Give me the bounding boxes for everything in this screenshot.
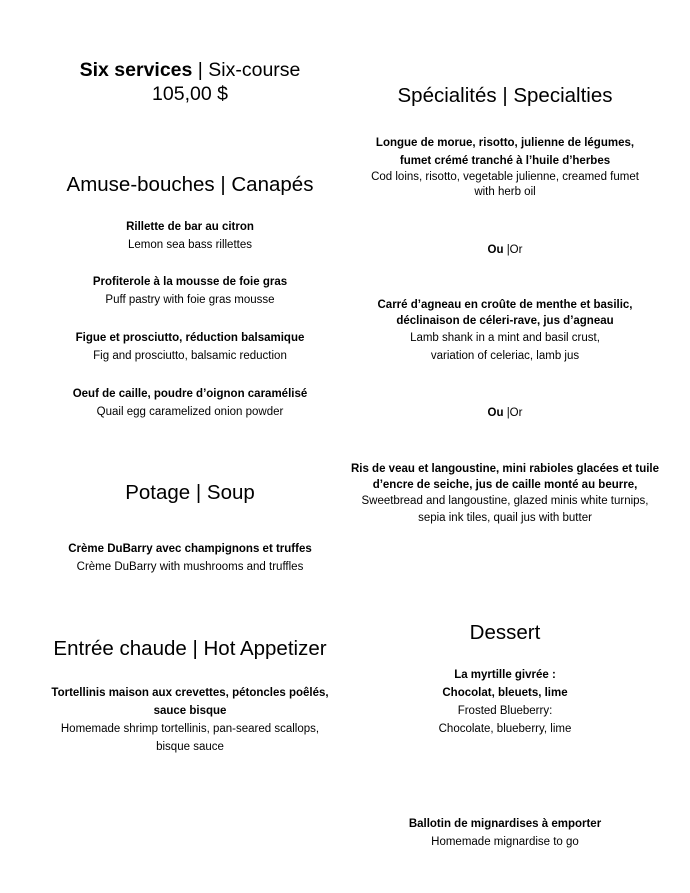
hot-appetizer-section-title: Entrée chaude | Hot Appetizer xyxy=(53,637,327,660)
menu-price: 105,00 $ xyxy=(152,83,228,105)
specialty-item-2: Carré d’agneau en croûte de menthe et basilic, déclinaison de céleri-rave, jus d’agneau Lamb shank in a mint and basil crust, variation of celeriac, lamb jus xyxy=(377,299,633,362)
specialty-item-3: Ris de veau et langoustine, mini rabioles glacées et tuile d’encre de seiche, jus de caille monté au beurre, Sweetbread and langoustine, glazed minis white turnips, sepia ink tiles, quail jus with butter xyxy=(350,463,660,524)
menu-header xyxy=(40,58,340,106)
soup-item: Crème DuBarry avec champignons et truffes Crème DuBarry with mushrooms and truffles xyxy=(68,543,312,573)
amuse-item-2: Profiterole à la mousse de foie gras Puff pastry with foie gras mousse xyxy=(92,276,288,306)
or-separator-1: Ou |Or xyxy=(487,244,523,256)
dessert-item: La myrtille givrée : Chocolat, bleuets, lime Frosted Blueberry: Chocolate, blueberry, lime xyxy=(438,669,572,735)
dessert-section-title: Dessert xyxy=(469,621,541,644)
or-separator-2: Ou |Or xyxy=(487,407,523,419)
soup-section-title: Potage | Soup xyxy=(125,481,255,504)
specialty-item-1: Longue de morue, risotto, julienne de légumes, fumet crémé tranché à l’huile d’herbes Cod loins, risotto, vegetable julienne, creamed fumet with herb oil xyxy=(371,137,639,198)
hot-appetizer-item: Tortellinis maison aux crevettes, pétoncles poêlés, sauce bisque Homemade shrimp tortellinis, pan-seared scallops, bisque sauce xyxy=(51,687,329,753)
mignardises-item: Ballotin de mignardises à emporter Homemade mignardise to go xyxy=(408,818,602,848)
specialties-section-title: Spécialités | Specialties xyxy=(397,84,613,107)
amuse-item-1: Rillette de bar au citron Lemon sea bass rillettes xyxy=(126,221,254,251)
amuse-item-4: Oeuf de caille, poudre d’oignon caramélisé Quail egg caramelized onion powder xyxy=(72,388,308,418)
menu-title: Six services | Six-course xyxy=(79,59,301,81)
amuse-item-3: Figue et prosciutto, réduction balsamique Fig and prosciutto, balsamic reduction xyxy=(75,332,305,362)
amuse-section-title: Amuse-bouches | Canapés xyxy=(66,173,314,196)
